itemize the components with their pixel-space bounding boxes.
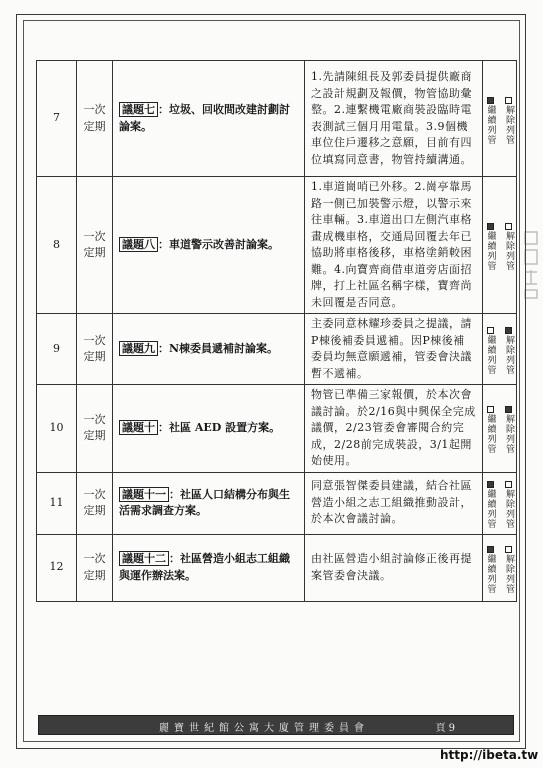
item-number: 12 [37, 534, 77, 601]
footer-bar [38, 715, 514, 735]
continue-tracking-option [482, 481, 499, 529]
topic-name: ：社區營造小組志工組織與運作辦法案。 [119, 552, 290, 582]
status-label: 繼續列管 [485, 553, 496, 594]
release-tracking-option [501, 481, 518, 529]
minutes-table-body [37, 61, 517, 602]
side-stamp-mark [522, 230, 540, 300]
period-line: 一次 [83, 412, 106, 426]
item-number: 7 [37, 61, 77, 177]
checkbox-icon [505, 327, 512, 334]
period-line: 定期 [83, 568, 106, 582]
checkbox-icon [505, 481, 512, 488]
continue-tracking-option [482, 97, 499, 145]
continue-tracking-option [482, 546, 499, 594]
period-line: 一次 [83, 229, 106, 243]
table-row [37, 534, 517, 601]
status-label: 解除列管 [504, 104, 514, 145]
status-options [483, 477, 516, 529]
topic-name: ：社區人口結構分布與生活需求調查方案。 [119, 487, 290, 517]
topic-name: ：車道警示改善討論案。 [158, 237, 279, 251]
item-number: 10 [37, 385, 77, 473]
footer-title: 麗寶世紀館公寓大廈管理委員會 [159, 723, 369, 734]
resolution-text: 主委同意林耀珍委員之提議，請P棟後補委員遞補。因P棟後補委員均無意願遞補，管委會決議暫不遞補。 [305, 314, 483, 385]
period-line: 定期 [83, 119, 106, 133]
table-row [37, 472, 517, 534]
status-options [483, 542, 516, 594]
checkbox-icon [487, 481, 494, 488]
status-label: 解除列管 [504, 231, 514, 271]
period-line: 定期 [83, 504, 106, 517]
topic-tag: 議題十一 [119, 487, 169, 502]
item-number: 11 [37, 472, 77, 534]
period-line: 定期 [83, 429, 106, 443]
page-number: 頁 9 [435, 723, 455, 734]
status-label: 繼續列管 [485, 414, 496, 455]
resolution-text: 1.車道崗哨已外移。2.崗亭靠馬路一側已加裝警示燈，以警示來往車輛。3.車道出口左側汽車格畫成機車格，交通局回覆去年已協助將車格後移，車格塗銷較困難。4.向寶齊商借車道旁店面招牌，打上社區名稱字樣，寶齊尚未回覆是否同意。 [305, 177, 483, 314]
checkbox-icon [505, 97, 512, 104]
period-line: 定期 [83, 246, 106, 259]
status-label: 解除列管 [504, 335, 514, 375]
resolution-text: 1.先請陳組長及郭委員提供廠商之設計規劃及報價，物管協助彙整。2.連繫機電廠商裝設臨時電表測試三個月用電量。3.9個機車位住戶遷移之意願，目前有四位填寫同意書，物管持續溝通。 [305, 61, 483, 177]
checkbox-icon [487, 97, 494, 104]
topic-tag: 議題七 [119, 102, 158, 117]
release-tracking-option [501, 546, 518, 594]
status-cell [483, 472, 517, 534]
status-label: 解除列管 [504, 489, 514, 529]
period-line: 一次 [83, 552, 106, 565]
status-options [483, 323, 516, 375]
checkbox-icon [487, 327, 494, 334]
meeting-period [77, 314, 113, 385]
topic-tag: 議題十二 [119, 551, 169, 566]
status-label: 解除列管 [504, 553, 514, 594]
table-row [37, 385, 517, 473]
meeting-period [77, 177, 113, 314]
resolution-text: 同意張智傑委員建議，結合社區營造小組之志工組織推動設計，於本次會議討論。 [305, 472, 483, 534]
status-label: 繼續列管 [485, 489, 496, 529]
topic-cell [113, 385, 305, 473]
continue-tracking-option [482, 223, 499, 271]
meeting-period [77, 61, 113, 177]
table-row [37, 61, 517, 177]
period-line: 定期 [83, 350, 106, 363]
checkbox-icon [487, 406, 494, 413]
topic-cell [113, 534, 305, 601]
topic-name: ：社區 AED 設置方案。 [158, 421, 281, 434]
meeting-period [77, 534, 113, 601]
minutes-table [36, 60, 517, 602]
resolution-text: 由社區營造小組討論修正後再提案管委會決議。 [305, 534, 483, 601]
status-cell [483, 385, 517, 473]
period-line: 一次 [83, 103, 106, 116]
status-cell [483, 534, 517, 601]
topic-cell [113, 61, 305, 177]
item-number: 9 [37, 314, 77, 385]
topic-tag: 議題十 [119, 420, 158, 435]
checkbox-icon [487, 223, 494, 230]
checkbox-icon [505, 406, 512, 413]
topic-cell [113, 314, 305, 385]
meeting-period [77, 472, 113, 534]
checkbox-icon [505, 546, 512, 553]
status-label: 繼續列管 [485, 231, 496, 271]
checkbox-icon [487, 546, 494, 553]
status-label: 解除列管 [504, 414, 514, 455]
release-tracking-option [501, 327, 518, 375]
topic-name: ：N棟委員遞補討論案。 [158, 341, 279, 355]
meeting-period [77, 385, 113, 473]
continue-tracking-option [482, 327, 499, 375]
release-tracking-option [501, 223, 518, 271]
status-cell [483, 61, 517, 177]
table-row [37, 314, 517, 385]
topic-cell [113, 472, 305, 534]
topic-cell [113, 177, 305, 314]
period-line: 一次 [83, 333, 106, 347]
topic-tag: 議題八 [119, 237, 158, 252]
status-cell [483, 314, 517, 385]
table-row [37, 177, 517, 314]
status-cell [483, 177, 517, 314]
topic-name: ：垃圾、回收間改建討劃討論案。 [119, 103, 290, 133]
period-line: 一次 [83, 487, 106, 501]
status-label: 繼續列管 [485, 335, 496, 375]
source-watermark: http://ibeta.tw [440, 748, 539, 762]
release-tracking-option [501, 97, 518, 145]
resolution-text: 物管已準備三家報價，於本次會議討論。於2/16與中興保全完成議價，2/23管委會審閱合約完成，2/28前完成裝設，3/1起開始使用。 [305, 385, 483, 473]
item-number: 8 [37, 177, 77, 314]
status-options [483, 219, 516, 271]
status-label: 繼續列管 [485, 104, 496, 145]
topic-tag: 議題九 [119, 341, 158, 356]
release-tracking-option [501, 406, 518, 454]
status-options [483, 402, 516, 454]
checkbox-icon [505, 223, 512, 230]
status-options [483, 93, 516, 145]
continue-tracking-option [482, 406, 499, 454]
